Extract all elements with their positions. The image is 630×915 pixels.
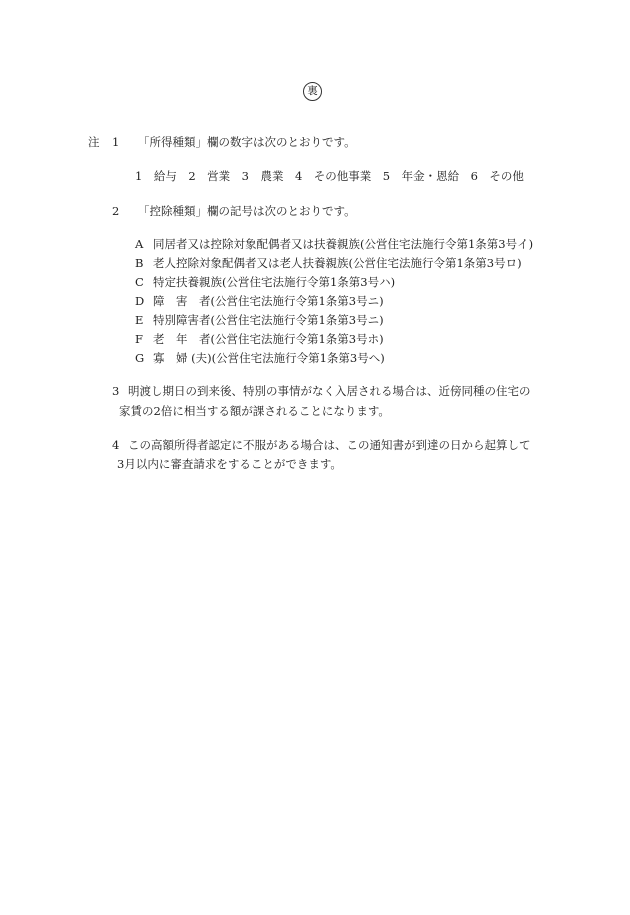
- deduction-item-a: [135, 236, 533, 252]
- note-number: 1: [112, 135, 120, 149]
- note-text: この高額所得者認定に不服がある場合は、この通知書が到達の日から起算して: [128, 438, 531, 452]
- note-1: [112, 134, 356, 150]
- deduction-code: C: [135, 275, 144, 289]
- note-3-continuation: 家賃の2倍に相当する額が課されることになります。: [119, 404, 390, 418]
- deduction-text: 特定扶養親族(公営住宅法施行令第1条第3号ハ): [153, 275, 396, 289]
- deduction-text: 寡 婦 (夫)(公営住宅法施行令第1条第3号へ): [153, 351, 385, 365]
- deduction-text: 特別障害者(公営住宅法施行令第1条第3号ニ): [153, 313, 384, 327]
- back-side-seal: 裏: [303, 82, 322, 101]
- deduction-item-f: [135, 331, 384, 347]
- note-2: [112, 203, 356, 219]
- note-number: 2: [112, 204, 120, 218]
- deduction-item-g: [135, 350, 385, 366]
- deduction-text: 同居者又は控除対象配偶者又は扶養親族(公営住宅法施行令第1条第3号イ): [153, 237, 534, 251]
- note-4: [112, 437, 531, 453]
- note-number: 3: [112, 384, 120, 398]
- note-3: [112, 383, 531, 399]
- deduction-code: G: [135, 351, 145, 365]
- deduction-text: 老人控除対象配偶者又は老人扶養親族(公営住宅法施行令第1条第3号ロ): [153, 256, 522, 270]
- deduction-code: E: [135, 313, 144, 327]
- deduction-item-e: [135, 312, 384, 328]
- deduction-code: B: [135, 256, 144, 270]
- income-type-list: 1 給与 2 営業 3 農業 4 その他事業 5 年金・恩給 6 その他: [135, 169, 524, 183]
- deduction-text: 老 年 者(公営住宅法施行令第1条第3号ホ): [153, 332, 384, 346]
- note-text: 「所得種類」欄の数字は次のとおりです。: [138, 135, 356, 149]
- note-4-continuation: 3月以内に審査請求をすることができます。: [117, 457, 342, 471]
- note-text: 明渡し期日の到来後、特別の事情がなく入居される場合は、近傍同種の住宅の: [128, 384, 531, 398]
- note-number: 4: [112, 438, 120, 452]
- deduction-item-b: [135, 255, 522, 271]
- note-text: 「控除種類」欄の記号は次のとおりです。: [138, 204, 356, 218]
- note-label: 注: [88, 135, 100, 149]
- deduction-code: D: [135, 294, 145, 308]
- deduction-item-c: [135, 274, 395, 290]
- deduction-code: F: [135, 332, 143, 346]
- deduction-code: A: [135, 237, 144, 251]
- deduction-text: 障 害 者(公営住宅法施行令第1条第3号ニ): [153, 294, 384, 308]
- deduction-item-d: [135, 293, 384, 309]
